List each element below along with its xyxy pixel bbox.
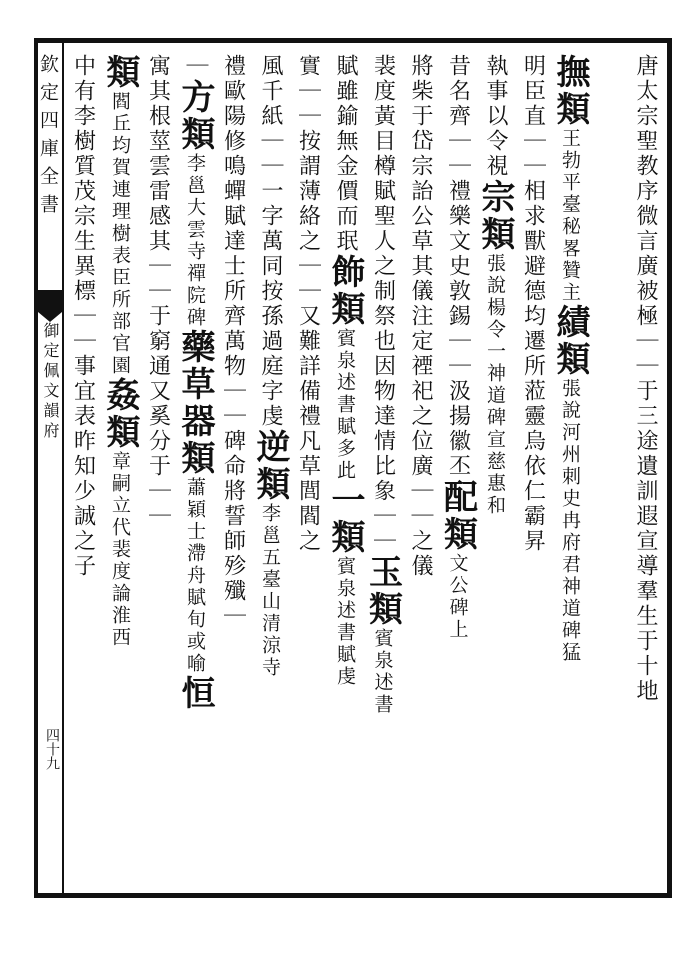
text-segment: 張說楊令一神道碑宣慈惠和	[484, 253, 506, 517]
text-column	[403, 54, 437, 579]
text-segment: 明臣直｜｜相求	[520, 54, 546, 229]
rhyme-heading: 方類	[175, 79, 215, 153]
rhyme-heading: 飾類	[325, 254, 365, 328]
rhyme-heading: 恒	[175, 675, 215, 712]
text-segment: 章嗣立代裴度論淮西	[109, 451, 131, 649]
margin-rule	[62, 38, 64, 898]
text-column	[437, 54, 478, 641]
text-segment: 賓泉述書	[371, 628, 394, 716]
rhyme-heading: 藥草器類	[175, 329, 215, 477]
rhyme-heading: 姦類	[100, 377, 140, 451]
rhyme-heading: 一類	[325, 482, 365, 556]
text-column	[100, 54, 140, 649]
text-segment: 王勃平臺秘畧贊主	[559, 128, 581, 304]
text-segment: 賓泉述書賦虔	[334, 556, 356, 688]
text-segment: 寓其根莖雲雷感其｜｜	[145, 54, 171, 304]
rhyme-heading: 類	[100, 54, 140, 91]
rhyme-heading: 配類	[437, 479, 478, 553]
text-segment: 禮樂文史敦錫｜｜汲揚徽丕	[445, 179, 471, 479]
text-segment: ｜｜又難詳備	[295, 254, 321, 404]
text-segment: 裴度黃目樽賦聖人之制祭也因物達情比象｜｜	[370, 54, 396, 554]
text-column	[325, 54, 365, 688]
text-segment: 獸避德均遷所蒞靈烏依仁霸昇	[520, 229, 546, 554]
text-column	[516, 54, 550, 554]
margin-page-number: 四十九	[44, 728, 60, 770]
text-segment: 賦雖鍮無金價而珉	[333, 54, 358, 254]
text-segment: ｜	[183, 54, 208, 79]
text-segment: 禮歐陽修鳴蟬賦達士所齊萬物｜｜	[220, 54, 246, 429]
frame-top-rule	[34, 38, 672, 43]
text-segment: 文公碑上	[446, 553, 469, 641]
text-column	[550, 54, 590, 664]
text-column	[141, 54, 175, 529]
text-segment: 張說河州刺史冉府君神道碑猛	[559, 378, 581, 664]
text-column	[66, 54, 100, 579]
text-segment: 蕭穎士滯舟賦旬或喻	[184, 477, 206, 675]
margin-book-title: 欽定四庫全書	[37, 54, 59, 222]
rhyme-heading: 撫類	[550, 54, 590, 128]
text-segment: 唐太宗聖教序微言廣被極｜｜于三途遺訓遐宣導羣生于十地	[633, 54, 658, 704]
text-column	[291, 54, 325, 554]
text-column	[362, 54, 403, 716]
rhyme-heading: 績類	[550, 304, 590, 378]
text-segment: 將柴于岱宗詒公草其儀注定禋祀之位廣｜｜之儀	[408, 54, 433, 579]
text-segment: 昔名齊｜｜	[445, 54, 471, 179]
text-column	[250, 54, 290, 679]
text-segment: 于窮通又奚分于｜｜	[145, 304, 171, 529]
text-column	[175, 54, 215, 712]
text-segment: 禮凡草閭閻之	[295, 404, 321, 554]
text-segment: 閻丘均賀連理樹表臣所部官園	[109, 91, 131, 377]
rhyme-heading: 玉類	[362, 554, 403, 628]
text-segment: 李邕大雲寺禪院碑	[184, 153, 206, 329]
rhyme-heading: 宗類	[475, 179, 515, 253]
text-segment: 實｜｜按謂薄絡之	[295, 54, 321, 254]
text-segment: 碑命將誓師殄殲｜	[220, 429, 246, 629]
margin-section-title: 御定佩文韻府	[41, 322, 60, 442]
text-segment: 李邕五臺山清涼寺	[259, 503, 281, 679]
text-segment: 中有李樹質茂宗生異標｜｜	[70, 54, 96, 354]
text-segment: 執事以令視	[483, 54, 508, 179]
text-column	[628, 54, 662, 704]
frame-right-rule	[667, 38, 672, 898]
fishtail-mark	[38, 290, 62, 312]
text-segment: 風千紙｜｜一字萬同按孫過庭字虔	[258, 54, 283, 429]
text-column	[475, 54, 515, 517]
frame-bottom-rule	[34, 893, 672, 898]
text-segment: 賓泉述書賦多此	[334, 328, 356, 482]
rhyme-heading: 逆類	[250, 429, 290, 503]
text-column	[216, 54, 250, 629]
text-segment: 事宜表昨知少誠之子	[70, 354, 96, 579]
